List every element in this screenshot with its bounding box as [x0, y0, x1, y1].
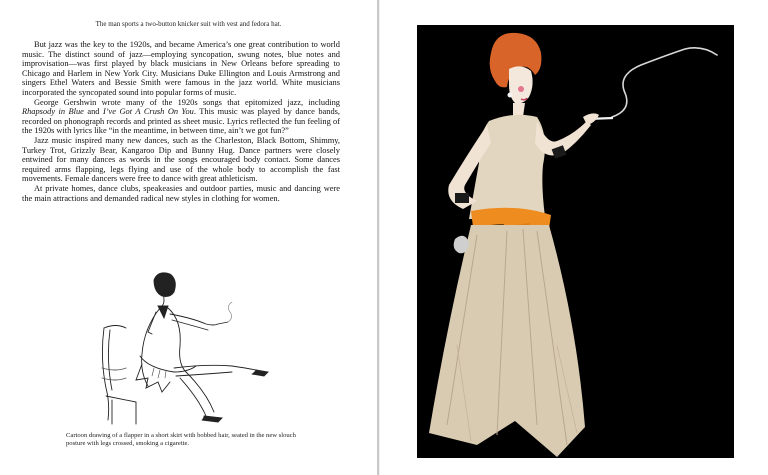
paragraph-gershwin [22, 98, 340, 136]
body-text [22, 40, 340, 203]
flapper-fashion-illustration [417, 25, 734, 458]
left-page [0, 0, 377, 475]
paragraph-dances: Jazz music inspired many new dances, such as the Charleston, Black Bottom, Shimmy, Turkey Trot, Grizzly Bear, Kangaroo Dip and Bunny Hug. Dance partners were closely entwined for many dances as words in the songs encouraged body contact. Some dances required arms flapping, legs flying and use of the whole body to accomplish the fast movements. Female dancers were free to dance with great athleticism. [22, 135, 340, 184]
gershwin-text-b: and [83, 107, 103, 117]
top-caption: The man sports a two-button knicker suit with vest and fedora hat. [95, 20, 282, 28]
bottom-caption: Cartoon drawing of a flapper in a short skirt with bobbed hair, seated in the new slouch posture with legs crossed, smoking a cigarette. [66, 432, 296, 448]
paragraph-jazz-key: But jazz was the key to the 1920s, and became America’s one great contribution to world music. The distinct sound of jazz—employing syncopation, swung notes, blue notes and improvisation—was first played by black musicians in New Orleans before spreading to Chicago and Harlem in New York City. Musicians Duke Ellington and Louis Armstrong and singers Ethel Waters and Bessie Smith were famous in the jazz world. White musicians incorporated the syncopated sound into popular forms of music. [22, 40, 340, 97]
flapper-cartoon-illustration [96, 268, 274, 428]
gershwin-text-c: . This music was played by dance bands, recorded on phonograph records and printed as sheet music. Lyrics reflected the fun feeling of the 1920s with lyrics like “in the meantime, in between time, ain’t we got fun?” [22, 107, 340, 136]
paragraph-parties: At private homes, dance clubs, speakeasies and outdoor parties, music and dancing were the main attractions and demanded radical new styles in clothing for women. [22, 183, 340, 203]
song-title-rhapsody: Rhapsody in Blue [22, 107, 84, 117]
fashion-illustration-panel [417, 25, 734, 458]
song-title-crush: I’ve Got A Crush On You [102, 107, 194, 117]
gershwin-text-a: George Gershwin wrote many of the 1920s songs that epitomized jazz, including [34, 97, 340, 107]
right-page [380, 0, 768, 475]
